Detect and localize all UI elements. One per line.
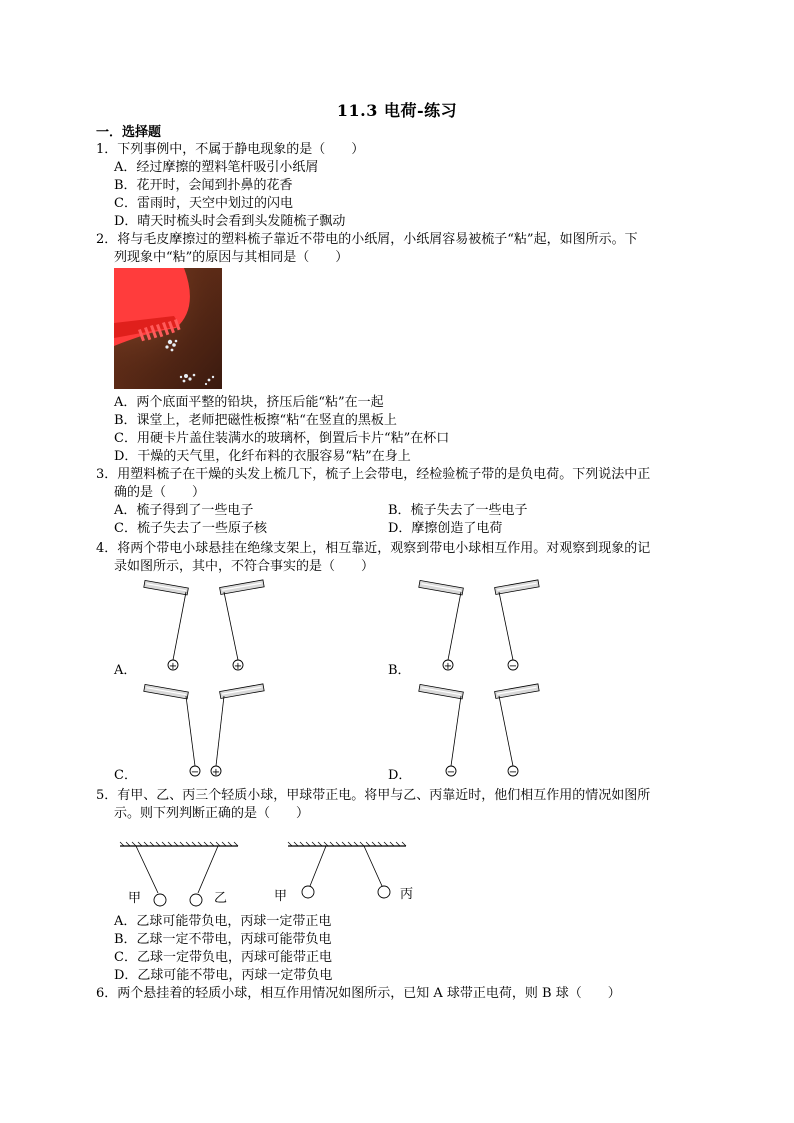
q3-option-a: A．梳子得到了一些电子 [114,503,254,518]
q3-option-b: B．梳子失去了一些电子 [388,503,528,518]
comb-photo [114,268,222,389]
q4-label-b: B． [388,663,411,678]
q4-figure-a [140,582,260,672]
q2-option-b: B．课堂上，老师把磁性板擦“粘“在竖直的黑板上 [114,413,397,428]
q4c-charge-right: + [211,767,221,778]
q2-option-c: C．用硬卡片盖住装满水的玻璃杯，倒置后卡片“粘”在杯口 [114,431,450,446]
q5-option-b: B．乙球一定不带电，丙球可能带负电 [114,932,332,947]
q5-stem-line1: 5．有甲、乙、丙三个轻质小球，甲球带正电。将甲与乙、丙靠近时，他们相互作用的情况如图所 [96,788,651,803]
q2-stem-line2: 列现象中“粘”的原因与其相同是（ ） [114,250,349,265]
q5-label-jia-1: 甲 [128,891,142,906]
q4-figure-c [140,686,260,778]
q4c-charge-left: − [190,767,200,778]
q1-option-c: C．雷雨时，天空中划过的闪电 [114,196,293,211]
q4-label-d: D． [388,768,412,783]
q6-stem: 6．两个悬挂着的轻质小球，相互作用情况如图所示，已知 A 球带正电荷，则 B 球（ ） [96,986,621,1001]
q1-option-a: A．经过摩擦的塑料笔杆吸引小纸屑 [114,160,319,175]
q5-label-jia-2: 甲 [274,889,288,904]
q1-option-d: D．晴天时梳头时会看到头发随梳子飘动 [114,214,346,229]
q4a-charge-right: + [233,661,243,672]
q1-stem: 1．下列事例中，不属于静电现象的是（ ） [96,142,365,157]
q4-stem-line1: 4．将两个带电小球悬挂在绝缘支架上，相互靠近，观察到带电小球相互作用。对观察到现象的记 [96,541,651,556]
q4-label-c: C． [114,768,137,783]
q4b-charge-left: + [443,661,453,672]
q1-option-b: B．花开时，会闻到扑鼻的花香 [114,178,293,193]
q2-option-d: D．干燥的天气里，化纤布料的衣服容易“粘”在身上 [114,449,411,464]
section-heading: 一．选择题 [96,125,162,140]
q3-option-c: C．梳子失去了一些原子核 [114,521,267,536]
q4-stem-line2: 录如图所示，其中，不符合事实的是（ ） [114,559,375,574]
q4d-charge-right: − [508,767,518,778]
q5-option-d: D．乙球可能不带电，丙球一定带负电 [114,968,333,983]
q4-label-a: A． [114,663,137,678]
q5-figure-right [286,840,408,912]
q4b-charge-right: − [508,661,518,672]
q2-option-a: A．两个底面平整的铅块，挤压后能“粘”在一起 [114,395,384,410]
q2-stem-line1: 2．将与毛皮摩擦过的塑料梳子靠近不带电的小纸屑，小纸屑容易被梳子“粘”起，如图所示。下 [96,232,638,247]
q4-figure-b [415,582,535,672]
q3-option-d: D．摩擦创造了电荷 [388,521,503,536]
q5-option-c: C．乙球一定带负电，丙球可能带正电 [114,950,332,965]
q5-label-yi: 乙 [214,891,228,906]
q3-stem-line2: 确的是（ ） [114,485,206,500]
q3-stem-line1: 3．用塑料梳子在干燥的头发上梳几下，梳子上会带电，经检验梳子带的是负电荷。下列说法中正 [96,467,651,482]
q4d-charge-left: − [446,767,456,778]
page-title: 11.3 电荷-练习 [336,101,458,120]
q5-option-a: A．乙球可能带负电，丙球一定带正电 [114,914,332,929]
q5-stem-line2: 示。则下列判断正确的是（ ） [114,806,310,821]
q5-label-bing: 丙 [400,887,414,902]
q4-figure-d [415,686,535,778]
q4a-charge-left: + [168,661,178,672]
